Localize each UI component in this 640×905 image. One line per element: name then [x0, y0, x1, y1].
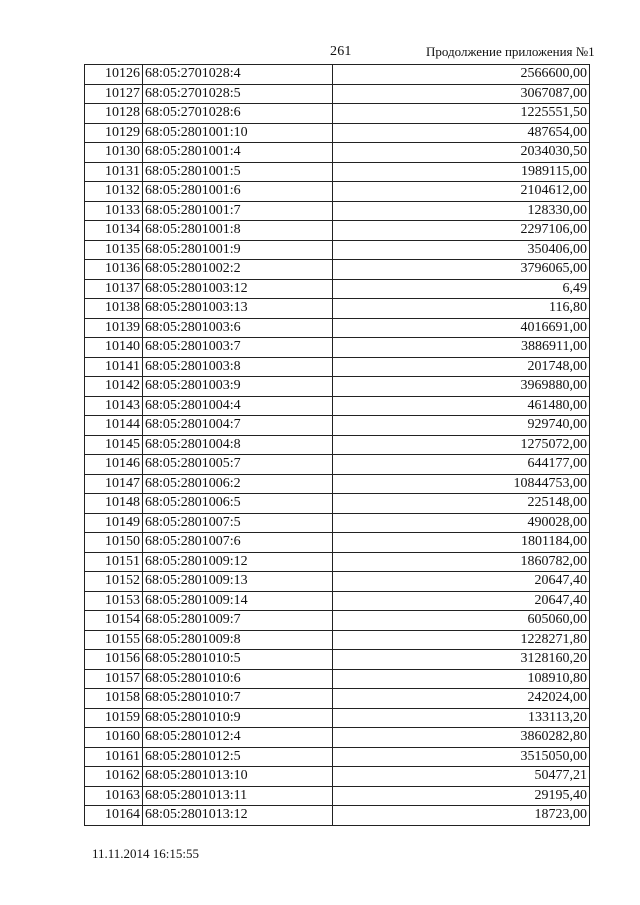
cadastral-number-cell: 68:05:2801002:2	[143, 260, 333, 280]
table-row	[85, 474, 590, 494]
value-cell: 128330,00	[333, 201, 590, 221]
registry-table-body	[85, 65, 590, 826]
cadastral-number-cell: 68:05:2801013:11	[143, 786, 333, 806]
value-cell: 6,49	[333, 279, 590, 299]
value-cell: 2566600,00	[333, 65, 590, 85]
value-cell: 461480,00	[333, 396, 590, 416]
row-number-cell: 10154	[85, 611, 143, 631]
row-number-cell: 10143	[85, 396, 143, 416]
table-row	[85, 143, 590, 163]
row-number-cell: 10132	[85, 182, 143, 202]
cadastral-number-cell: 68:05:2801009:7	[143, 611, 333, 631]
table-row	[85, 630, 590, 650]
cadastral-number-cell: 68:05:2801010:6	[143, 669, 333, 689]
continuation-note: Продолжение приложения №1	[426, 44, 595, 59]
value-cell: 20647,40	[333, 591, 590, 611]
value-cell: 3067087,00	[333, 84, 590, 104]
cadastral-number-cell: 68:05:2801010:7	[143, 689, 333, 709]
value-cell: 242024,00	[333, 689, 590, 709]
row-number-cell: 10164	[85, 806, 143, 826]
row-number-cell: 10151	[85, 552, 143, 572]
table-row	[85, 552, 590, 572]
row-number-cell: 10162	[85, 767, 143, 787]
cadastral-number-cell: 68:05:2801001:4	[143, 143, 333, 163]
row-number-cell: 10149	[85, 513, 143, 533]
table-row	[85, 767, 590, 787]
table-row	[85, 318, 590, 338]
value-cell: 133113,20	[333, 708, 590, 728]
value-cell: 4016691,00	[333, 318, 590, 338]
row-number-cell: 10156	[85, 650, 143, 670]
table-row	[85, 201, 590, 221]
cadastral-number-cell: 68:05:2701028:4	[143, 65, 333, 85]
value-cell: 1275072,00	[333, 435, 590, 455]
table-row	[85, 299, 590, 319]
row-number-cell: 10135	[85, 240, 143, 260]
value-cell: 3515050,00	[333, 747, 590, 767]
table-row	[85, 260, 590, 280]
cadastral-number-cell: 68:05:2701028:6	[143, 104, 333, 124]
cadastral-number-cell: 68:05:2801005:7	[143, 455, 333, 475]
cadastral-number-cell: 68:05:2801006:5	[143, 494, 333, 514]
table-row	[85, 123, 590, 143]
cadastral-number-cell: 68:05:2801001:5	[143, 162, 333, 182]
value-cell: 2104612,00	[333, 182, 590, 202]
table-row	[85, 65, 590, 85]
row-number-cell: 10155	[85, 630, 143, 650]
value-cell: 1801184,00	[333, 533, 590, 553]
table-row	[85, 396, 590, 416]
row-number-cell: 10148	[85, 494, 143, 514]
row-number-cell: 10126	[85, 65, 143, 85]
table-row	[85, 728, 590, 748]
table-row	[85, 806, 590, 826]
cadastral-number-cell: 68:05:2801012:4	[143, 728, 333, 748]
table-row	[85, 747, 590, 767]
table-row	[85, 162, 590, 182]
cadastral-number-cell: 68:05:2801009:12	[143, 552, 333, 572]
row-number-cell: 10129	[85, 123, 143, 143]
cadastral-number-cell: 68:05:2801001:7	[143, 201, 333, 221]
value-cell: 644177,00	[333, 455, 590, 475]
cadastral-number-cell: 68:05:2801012:5	[143, 747, 333, 767]
table-row	[85, 650, 590, 670]
cadastral-number-cell: 68:05:2801003:13	[143, 299, 333, 319]
value-cell: 20647,40	[333, 572, 590, 592]
cadastral-number-cell: 68:05:2801009:14	[143, 591, 333, 611]
cadastral-number-cell: 68:05:2801007:6	[143, 533, 333, 553]
table-row	[85, 611, 590, 631]
table-row	[85, 455, 590, 475]
cadastral-number-cell: 68:05:2701028:5	[143, 84, 333, 104]
cadastral-number-cell: 68:05:2801001:6	[143, 182, 333, 202]
row-number-cell: 10141	[85, 357, 143, 377]
cadastral-number-cell: 68:05:2801004:8	[143, 435, 333, 455]
row-number-cell: 10131	[85, 162, 143, 182]
value-cell: 3796065,00	[333, 260, 590, 280]
cadastral-number-cell: 68:05:2801001:8	[143, 221, 333, 241]
value-cell: 3969880,00	[333, 377, 590, 397]
table-row	[85, 533, 590, 553]
row-number-cell: 10140	[85, 338, 143, 358]
cadastral-number-cell: 68:05:2801003:6	[143, 318, 333, 338]
table-row	[85, 513, 590, 533]
value-cell: 29195,40	[333, 786, 590, 806]
value-cell: 929740,00	[333, 416, 590, 436]
row-number-cell: 10145	[85, 435, 143, 455]
cadastral-number-cell: 68:05:2801009:8	[143, 630, 333, 650]
registry-table	[84, 64, 590, 826]
table-row	[85, 104, 590, 124]
value-cell: 487654,00	[333, 123, 590, 143]
value-cell: 3860282,80	[333, 728, 590, 748]
cadastral-number-cell: 68:05:2801010:9	[143, 708, 333, 728]
value-cell: 2034030,50	[333, 143, 590, 163]
value-cell: 50477,21	[333, 767, 590, 787]
cadastral-number-cell: 68:05:2801003:7	[143, 338, 333, 358]
value-cell: 490028,00	[333, 513, 590, 533]
table-row	[85, 84, 590, 104]
row-number-cell: 10147	[85, 474, 143, 494]
value-cell: 201748,00	[333, 357, 590, 377]
table-row	[85, 182, 590, 202]
cadastral-number-cell: 68:05:2801010:5	[143, 650, 333, 670]
value-cell: 1228271,80	[333, 630, 590, 650]
value-cell: 18723,00	[333, 806, 590, 826]
cadastral-number-cell: 68:05:2801006:2	[143, 474, 333, 494]
row-number-cell: 10161	[85, 747, 143, 767]
row-number-cell: 10128	[85, 104, 143, 124]
table-row	[85, 416, 590, 436]
value-cell: 116,80	[333, 299, 590, 319]
table-row	[85, 240, 590, 260]
cadastral-number-cell: 68:05:2801004:7	[143, 416, 333, 436]
row-number-cell: 10142	[85, 377, 143, 397]
table-row	[85, 221, 590, 241]
row-number-cell: 10127	[85, 84, 143, 104]
row-number-cell: 10144	[85, 416, 143, 436]
row-number-cell: 10130	[85, 143, 143, 163]
row-number-cell: 10157	[85, 669, 143, 689]
value-cell: 3886911,00	[333, 338, 590, 358]
row-number-cell: 10139	[85, 318, 143, 338]
table-row	[85, 591, 590, 611]
value-cell: 225148,00	[333, 494, 590, 514]
cadastral-number-cell: 68:05:2801013:10	[143, 767, 333, 787]
value-cell: 1225551,50	[333, 104, 590, 124]
row-number-cell: 10158	[85, 689, 143, 709]
row-number-cell: 10136	[85, 260, 143, 280]
table-row	[85, 572, 590, 592]
cadastral-number-cell: 68:05:2801009:13	[143, 572, 333, 592]
cadastral-number-cell: 68:05:2801003:8	[143, 357, 333, 377]
row-number-cell: 10133	[85, 201, 143, 221]
row-number-cell: 10152	[85, 572, 143, 592]
table-row	[85, 708, 590, 728]
table-row	[85, 494, 590, 514]
row-number-cell: 10137	[85, 279, 143, 299]
value-cell: 1989115,00	[333, 162, 590, 182]
row-number-cell: 10160	[85, 728, 143, 748]
value-cell: 1860782,00	[333, 552, 590, 572]
row-number-cell: 10146	[85, 455, 143, 475]
row-number-cell: 10138	[85, 299, 143, 319]
cadastral-number-cell: 68:05:2801013:12	[143, 806, 333, 826]
row-number-cell: 10159	[85, 708, 143, 728]
print-timestamp: 11.11.2014 16:15:55	[92, 846, 200, 861]
table-row	[85, 357, 590, 377]
value-cell: 350406,00	[333, 240, 590, 260]
cadastral-number-cell: 68:05:2801001:10	[143, 123, 333, 143]
cadastral-number-cell: 68:05:2801007:5	[143, 513, 333, 533]
row-number-cell: 10150	[85, 533, 143, 553]
table-row	[85, 435, 590, 455]
table-row	[85, 669, 590, 689]
row-number-cell: 10153	[85, 591, 143, 611]
value-cell: 10844753,00	[333, 474, 590, 494]
table-row	[85, 786, 590, 806]
value-cell: 108910,80	[333, 669, 590, 689]
cadastral-number-cell: 68:05:2801003:9	[143, 377, 333, 397]
page-number: 261	[330, 44, 352, 59]
table-row	[85, 338, 590, 358]
cadastral-number-cell: 68:05:2801004:4	[143, 396, 333, 416]
table-row	[85, 377, 590, 397]
value-cell: 605060,00	[333, 611, 590, 631]
row-number-cell: 10163	[85, 786, 143, 806]
value-cell: 3128160,20	[333, 650, 590, 670]
row-number-cell: 10134	[85, 221, 143, 241]
cadastral-number-cell: 68:05:2801001:9	[143, 240, 333, 260]
value-cell: 2297106,00	[333, 221, 590, 241]
cadastral-number-cell: 68:05:2801003:12	[143, 279, 333, 299]
table-row	[85, 689, 590, 709]
table-row	[85, 279, 590, 299]
